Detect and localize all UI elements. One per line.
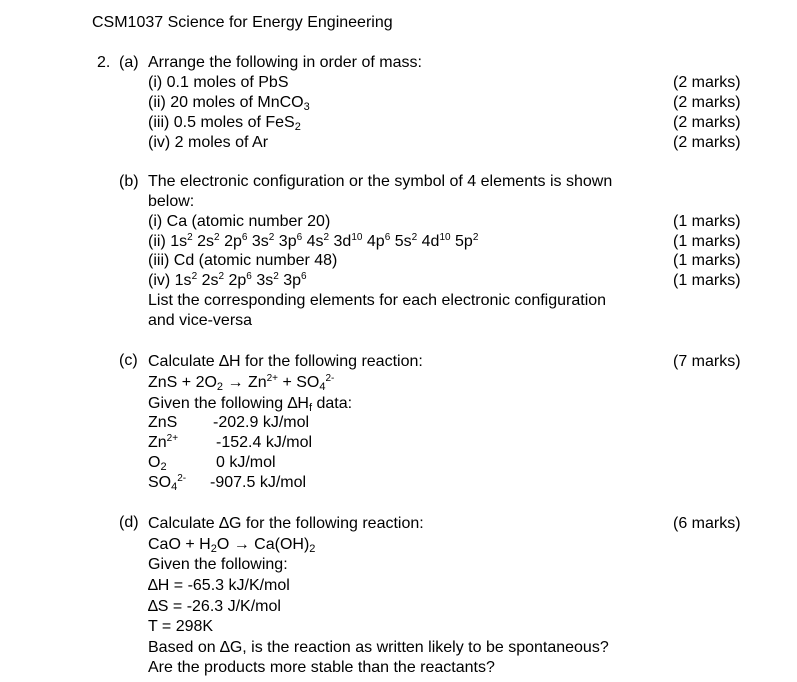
species-name: Zn — [148, 434, 167, 451]
part-b-prompt-line1: The electronic configuration or the symbol of 4 elements is shown — [148, 173, 613, 190]
question-number: 2. — [97, 54, 111, 71]
part-d-question-2: Are the products more stable than the reactants? — [148, 659, 495, 676]
species-charge: 2- — [177, 473, 187, 484]
part-d-dh: ∆H = -65.3 kJ/K/mol — [148, 577, 290, 594]
item-text: (ii) 20 moles of MnCO — [148, 94, 304, 111]
reaction-arrow: → — [223, 374, 248, 391]
part-b-marks-i: (1 marks) — [673, 213, 741, 230]
orbital-electrons: 2 — [214, 232, 220, 243]
species-name: ZnS — [148, 414, 178, 431]
part-b-marks-iii: (1 marks) — [673, 252, 741, 269]
item-subscript: 3 — [303, 101, 310, 113]
orbital: 5p — [455, 233, 473, 250]
item-iv-prefix: (iv) — [148, 272, 175, 289]
orbital-electrons: 2 — [323, 232, 330, 243]
orbital-electrons: 10 — [351, 232, 363, 243]
orbital-electrons: 2 — [472, 232, 479, 243]
data-row-zns — [148, 413, 177, 433]
h2-subscript: 2 — [210, 543, 217, 555]
orbital: 3s — [256, 272, 274, 289]
orbital-electrons: 6 — [301, 271, 307, 282]
data-row-o2 — [148, 453, 167, 473]
config-iv — [175, 272, 307, 289]
zn-ion: Zn — [247, 374, 267, 391]
part-b-instruction-line1: List the corresponding elements for each electronic configuration — [148, 292, 607, 309]
orbital-electrons: 2 — [191, 271, 198, 282]
orbital: 3p — [278, 233, 297, 250]
part-a-item — [148, 73, 289, 93]
orbital: 3p — [283, 272, 302, 289]
part-d-temperature: T = 298K — [148, 618, 214, 635]
orbital-electrons: 6 — [241, 232, 248, 243]
orbital-electrons: 6 — [296, 232, 303, 243]
orbital-electrons: 10 — [439, 232, 451, 243]
eq-o: O — [216, 536, 230, 553]
orbital-electrons: 2 — [268, 232, 275, 243]
orbital: 2s — [197, 233, 215, 250]
part-d-question-1: Based on ∆G, is the reaction as written likely to be spontaneous? — [148, 639, 609, 656]
orbital: 3s — [251, 233, 269, 250]
species-name: O — [148, 454, 161, 471]
species-subscript: 4 — [171, 481, 178, 493]
part-b-item-i: (i) Ca (atomic number 20) — [148, 213, 331, 230]
orbital-electrons: 2 — [218, 271, 225, 282]
part-a-item — [148, 113, 301, 133]
data-value-zns: -202.9 kJ/mol — [213, 414, 310, 431]
orbital-electrons: 2 — [411, 232, 418, 243]
data-row-zn — [148, 433, 178, 453]
data-value-o2: 0 kJ/mol — [216, 454, 276, 471]
orbital: 2s — [201, 272, 219, 289]
product-subscript: 2 — [309, 543, 316, 555]
course-header: CSM1037 Science for Energy Engineering — [92, 14, 393, 31]
part-b-item-iv — [148, 271, 307, 291]
orbital: 4s — [306, 233, 324, 250]
data-value-so4: -907.5 kJ/mol — [210, 474, 307, 491]
orbital-electrons: 2 — [273, 271, 279, 282]
part-c-equation — [148, 373, 334, 393]
data-row-so4 — [148, 473, 186, 493]
orbital-electrons: 6 — [384, 232, 391, 243]
part-b-prompt-line2: below: — [148, 193, 195, 210]
part-c-given — [148, 394, 352, 414]
sulfate: + SO — [278, 374, 320, 391]
given-sub: f — [308, 402, 313, 414]
o2-subscript: 2 — [216, 381, 224, 393]
item-text: (i) 0.1 moles of PbS — [148, 74, 289, 91]
part-a-prompt: Arrange the following in order of mass: — [148, 54, 422, 71]
part-b-instruction-line2: and vice-versa — [148, 312, 253, 329]
part-a-marks: (2 marks) — [673, 134, 741, 151]
given-post: data: — [312, 395, 353, 412]
part-b-marks-iv: (1 marks) — [673, 272, 741, 289]
orbital: 3d — [333, 233, 352, 250]
part-d-prompt: Calculate ∆G for the following reaction: — [148, 515, 424, 532]
part-b-item-iii: (iii) Cd (atomic number 48) — [148, 252, 338, 269]
data-value-zn: -152.4 kJ/mol — [216, 434, 313, 451]
part-a-marks: (2 marks) — [673, 94, 741, 111]
orbital: 1s — [174, 272, 192, 289]
orbital-electrons: 6 — [246, 271, 252, 282]
zn-charge: 2+ — [266, 373, 279, 384]
part-d-equation — [148, 535, 315, 555]
species-charge: 2+ — [166, 433, 179, 444]
orbital: 2p — [224, 233, 242, 250]
part-c-prompt: Calculate ∆H for the following reaction: — [148, 353, 423, 370]
given-pre: Given the following ∆H — [148, 395, 309, 412]
species-name: SO — [148, 474, 172, 491]
part-a-marks: (2 marks) — [673, 114, 741, 131]
species-subscript: 2 — [160, 461, 167, 473]
eq-reactants: ZnS + 2O — [148, 374, 217, 391]
part-d-marks: (6 marks) — [673, 515, 741, 532]
reaction-arrow: → — [229, 536, 255, 553]
item-text: (iv) 2 moles of Ar — [148, 134, 269, 151]
orbital: 5s — [394, 233, 412, 250]
orbital: 2p — [228, 272, 247, 289]
part-d-label: (d) — [119, 514, 139, 531]
item-subscript: 2 — [294, 121, 301, 133]
so4-subscript: 4 — [319, 381, 326, 393]
orbital-electrons: 2 — [187, 232, 193, 243]
part-c-label: (c) — [119, 352, 138, 369]
orbital: 4p — [366, 233, 385, 250]
part-b-label: (b) — [119, 173, 139, 190]
eq-reactants: CaO + H — [148, 536, 211, 553]
part-d-given: Given the following: — [148, 556, 288, 573]
so4-charge: 2- — [325, 373, 335, 384]
orbital: 1s — [170, 233, 188, 250]
item-ii-prefix: (ii) — [148, 233, 171, 250]
part-b-item-ii — [148, 232, 478, 252]
part-a-item — [148, 93, 310, 113]
part-a-item — [148, 133, 268, 153]
part-d-ds: ∆S = -26.3 J/K/mol — [148, 598, 281, 615]
part-a-label: (a) — [119, 54, 139, 71]
part-b-marks-ii: (1 marks) — [673, 233, 741, 250]
part-c-marks: (7 marks) — [673, 353, 741, 370]
eq-product: Ca(OH) — [254, 536, 310, 553]
config-ii — [170, 233, 478, 250]
item-text: (iii) 0.5 moles of FeS — [148, 114, 295, 131]
part-a-marks: (2 marks) — [673, 74, 741, 91]
orbital: 4d — [421, 233, 440, 250]
